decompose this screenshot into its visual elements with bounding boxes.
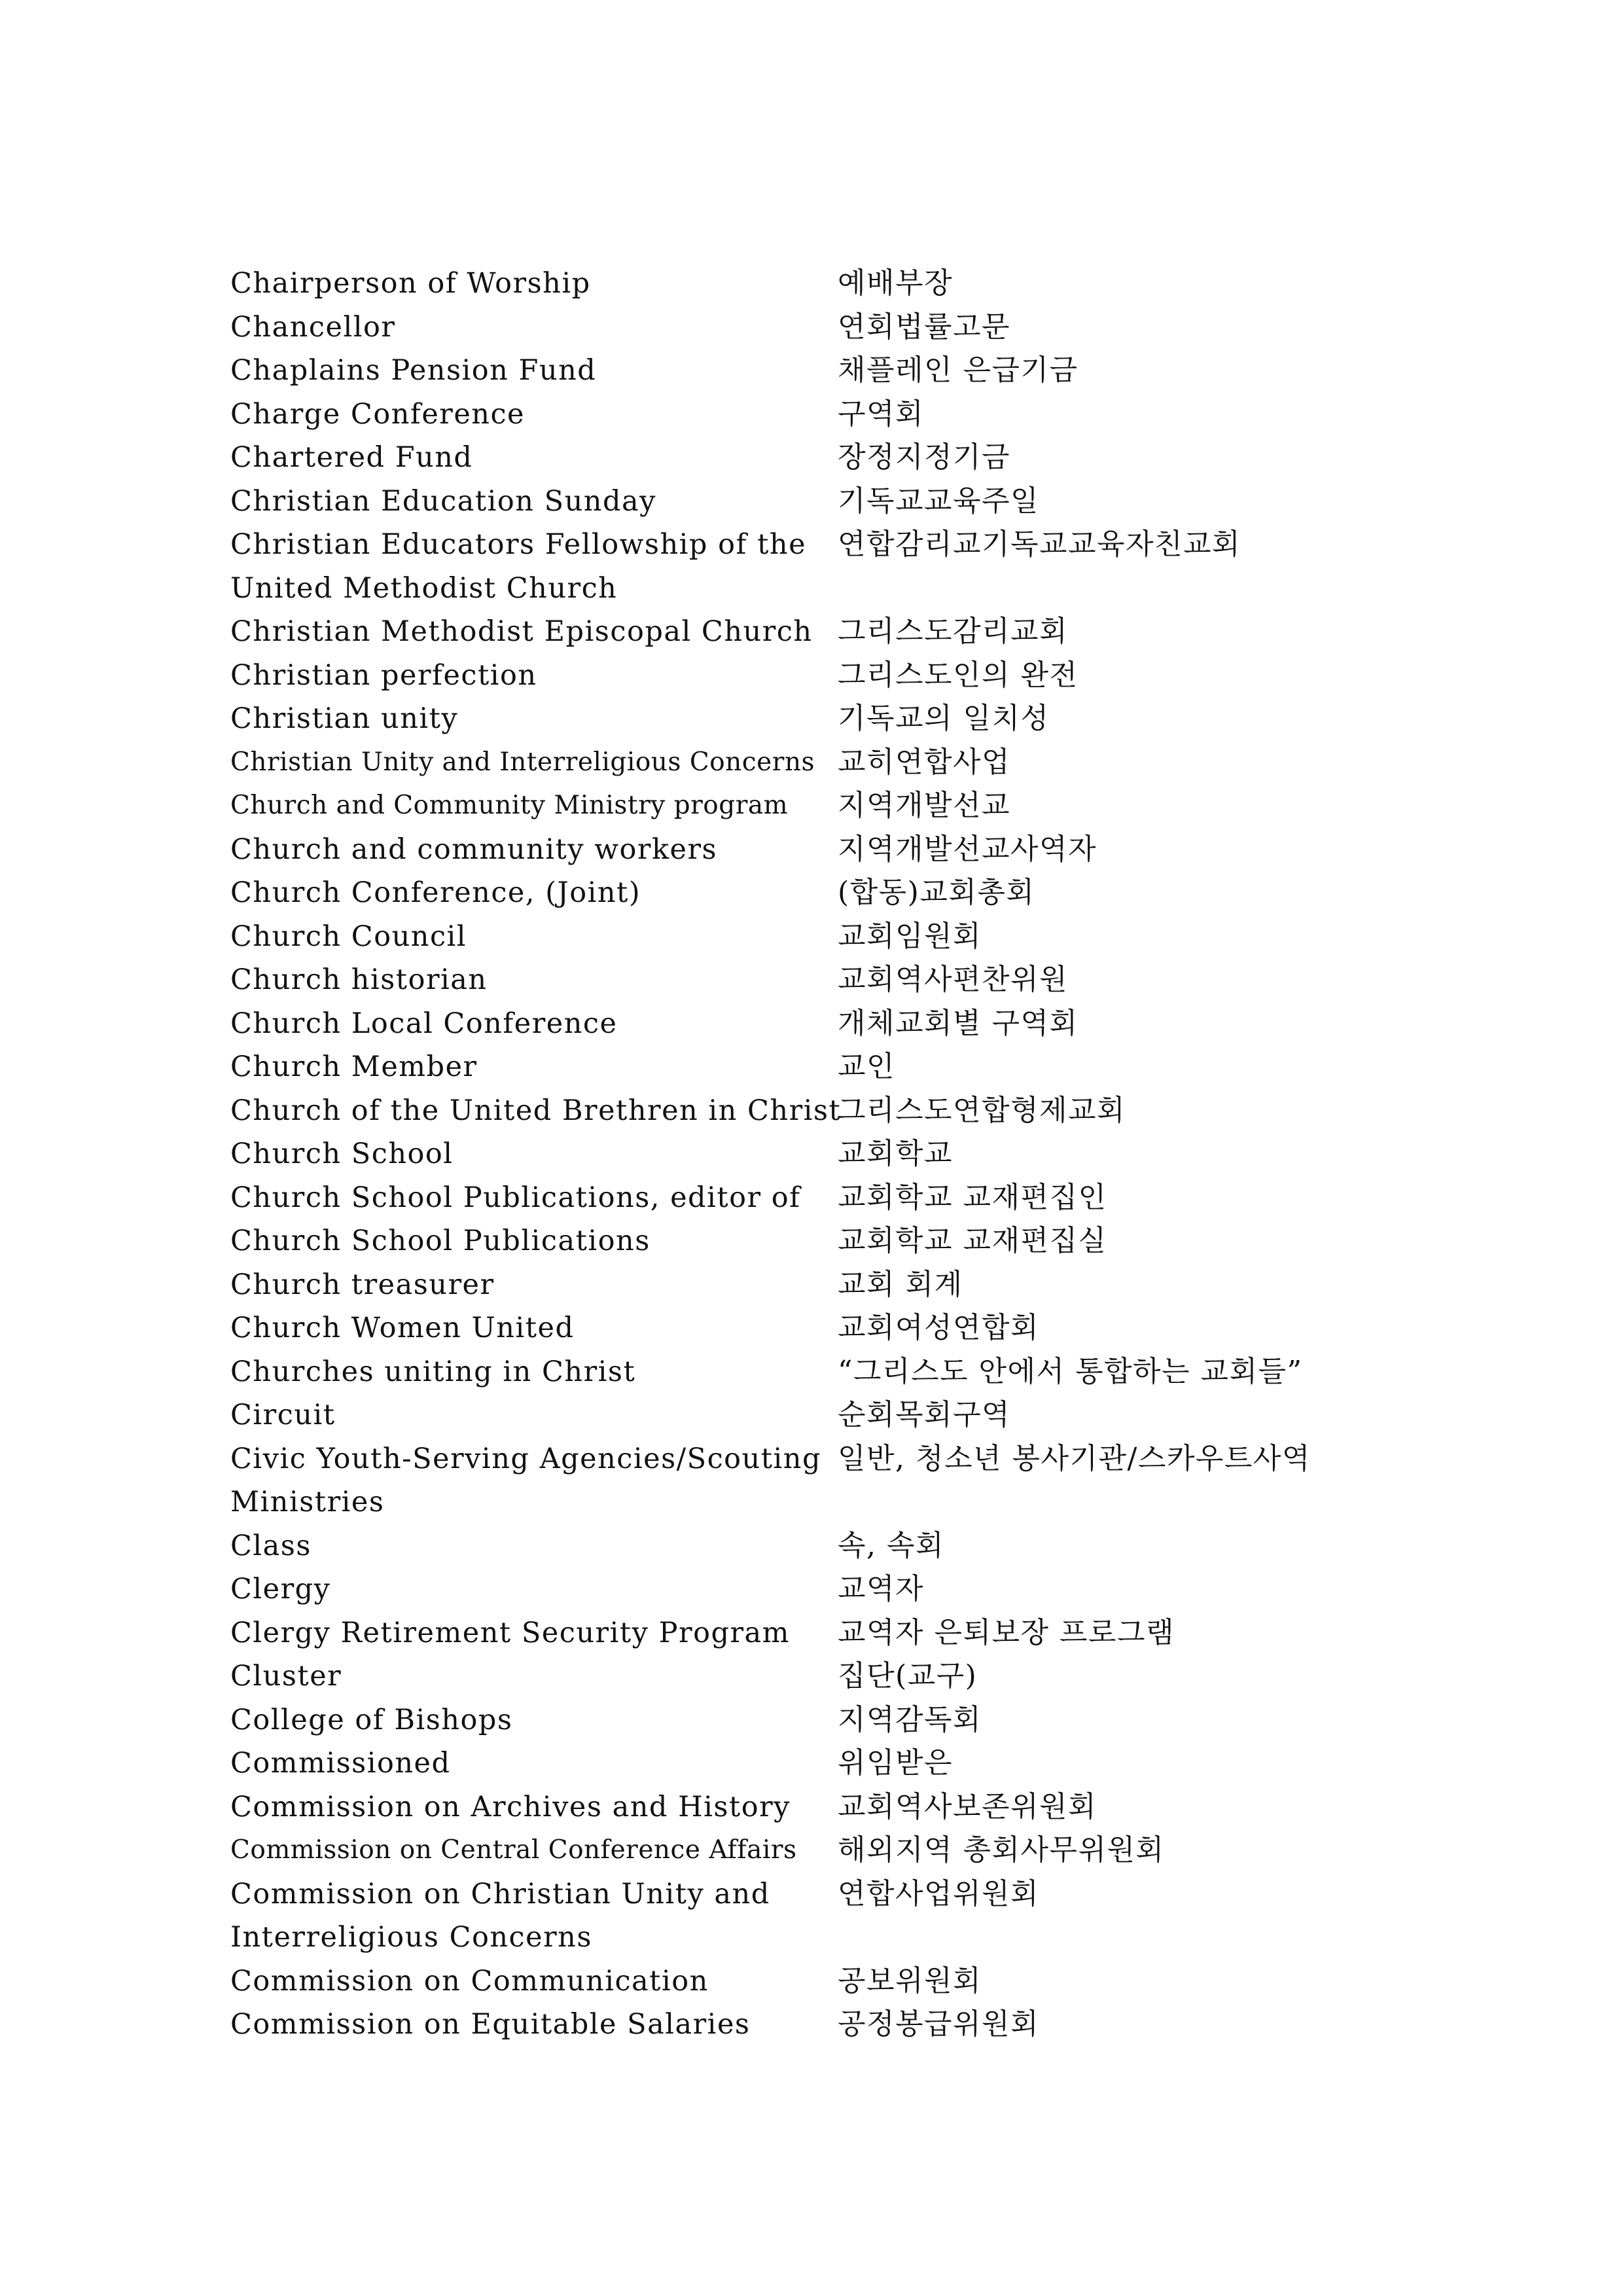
english-term: Church treasurer [230,1268,495,1301]
korean-term: 교회 회계 [838,1267,963,1301]
glossary-row [230,958,1408,1002]
korean-term: 일반, 청소년 봉사기관/스카우트사역 [838,1441,1311,1475]
korean-term: 기독교교육주일 [838,484,1040,518]
english-term: Class [230,1529,312,1562]
glossary-row [230,393,1408,437]
korean-term: (합동)교회총회 [838,876,1035,909]
glossary-row [230,1219,1408,1263]
english-term: Christian unity [230,702,459,735]
glossary-row [230,1393,1408,1437]
glossary-row [230,1655,1408,1698]
english-term: Church of the United Brethren in Christ [230,1094,842,1127]
glossary-row [230,1176,1408,1220]
english-term: Commission on Central Conference Affairs [230,1835,797,1865]
korean-term: 연합감리교기독교교육자친교회 [838,528,1241,561]
korean-term: 집단(교구) [838,1659,978,1693]
english-term: Church Council [230,920,467,953]
english-term: Church Conference, (Joint) [230,876,641,909]
glossary-row [230,915,1408,959]
korean-term: 지역감독회 [838,1702,982,1736]
english-term: Chartered Fund [230,441,473,474]
korean-term: 구역회 [838,397,925,431]
glossary-row [230,1960,1408,2003]
english-term: Church Member [230,1050,478,1083]
english-term-continuation: United Methodist Church [230,571,618,605]
korean-term: 그리스도감리교회 [838,615,1069,648]
korean-term: 공정봉급위원회 [838,2007,1040,2041]
english-term: Commission on Christian Unity and [230,1877,770,1910]
korean-term: 교인 [838,1050,896,1083]
korean-term: 교회학교 [838,1137,954,1170]
glossary-row [230,306,1408,350]
glossary-row [230,1002,1408,1046]
glossary-row [230,349,1408,393]
english-term: Commissioned [230,1747,451,1780]
english-term: Church School Publications [230,1225,651,1257]
glossary-row [230,523,1408,567]
english-term: Commission on Equitable Salaries [230,2008,751,2041]
glossary-row [230,1089,1408,1133]
english-term: Commission on Archives and History [230,1790,791,1823]
glossary-row [230,697,1408,741]
glossary-list [230,262,1408,2047]
english-term: Church School [230,1138,454,1170]
english-term: Church historian [230,963,488,996]
korean-term: 예배부장 [838,266,954,300]
korean-term: 연합사업위원회 [838,1876,1040,1910]
korean-term: 해외지역 총회사무위원회 [838,1833,1165,1867]
glossary-row [230,1524,1408,1568]
english-term: College of Bishops [230,1703,513,1736]
english-term: Church and community workers [230,833,718,866]
korean-term: 교회학교 교재편집인 [838,1180,1107,1214]
korean-term: 그리스도연합형제교회 [838,1093,1126,1127]
glossary-row [230,1350,1408,1394]
korean-term: 교회임원회 [838,919,982,953]
korean-term: 그리스도인의 완전 [838,658,1079,692]
glossary-row [230,1263,1408,1307]
english-term: Clergy [230,1573,331,1605]
glossary-row [230,1742,1408,1785]
korean-term: 기독교의 일치성 [838,702,1050,735]
glossary-row [230,784,1408,828]
english-term: Church Local Conference [230,1007,618,1040]
glossary-row [230,1045,1408,1089]
english-term-continuation: Ministries [230,1486,385,1518]
english-term: Circuit [230,1399,336,1431]
korean-term: “그리스도 안에서 통합하는 교회들” [838,1354,1303,1388]
korean-term: 교회학교 교재편집실 [838,1224,1107,1257]
english-term: Commission on Communication [230,1964,709,1998]
korean-term: 교회역사편찬위원 [838,963,1069,996]
glossary-row [230,1568,1408,1611]
english-term: Christian perfection [230,658,537,692]
glossary-row [230,828,1408,872]
korean-term: 공보위원회 [838,1964,982,1998]
korean-term: 지역개발선교사역자 [838,832,1097,866]
english-term: Chaplains Pension Fund [230,354,597,387]
korean-term: 개체교회별 구역회 [838,1006,1079,1040]
english-term: Church and Community Ministry program [230,791,789,820]
korean-term: 속, 속회 [838,1528,944,1562]
korean-term: 순회목회구역 [838,1398,1011,1431]
korean-term: 교역자 은퇴보장 프로그램 [838,1615,1175,1649]
english-term: Christian Education Sunday [230,484,656,518]
english-term: Clergy Retirement Security Program [230,1616,790,1649]
glossary-row [230,1785,1408,1829]
korean-term: 지역개발선교 [838,789,1011,822]
english-term: Church School Publications, editor of [230,1181,801,1214]
english-term: Charge Conference [230,397,525,431]
korean-term: 장정지정기금 [838,440,1011,474]
korean-term: 교역자 [838,1572,925,1605]
english-term: Chancellor [230,310,396,344]
korean-term: 교히연합사업 [838,745,1011,779]
korean-term: 위임받은 [838,1746,954,1780]
korean-term: 연회법률고문 [838,310,1011,344]
glossary-row [230,654,1408,698]
glossary-row [230,480,1408,524]
glossary-row [230,1611,1408,1655]
korean-term: 교회역사보존위원회 [838,1789,1097,1823]
glossary-row [230,1306,1408,1350]
glossary-row-continuation [230,1916,1408,1960]
glossary-row [230,1437,1408,1481]
glossary-row [230,610,1408,654]
glossary-row [230,1132,1408,1176]
english-term: Churches uniting in Christ [230,1355,636,1388]
english-term: Christian Methodist Episcopal Church [230,615,813,648]
glossary-row-continuation [230,1480,1408,1524]
glossary-row [230,262,1408,306]
glossary-row-continuation [230,567,1408,611]
korean-term: 채플레인 은급기금 [838,353,1079,387]
glossary-row [230,741,1408,785]
glossary-row [230,1873,1408,1916]
korean-term: 교회여성연합회 [838,1311,1040,1344]
english-term: Cluster [230,1660,342,1693]
glossary-row [230,871,1408,915]
english-term: Civic Youth-Serving Agencies/Scouting [230,1442,822,1475]
glossary-row [230,1829,1408,1873]
english-term: Christian Unity and Interreligious Concerns [230,747,815,777]
english-term-continuation: Interreligious Concerns [230,1921,592,1954]
glossary-row [230,2003,1408,2047]
english-term: Church Women United [230,1312,575,1344]
english-term: Chairperson of Worship [230,267,591,300]
english-term: Christian Educators Fellowship of the [230,528,807,561]
glossary-row [230,436,1408,480]
glossary-row [230,1698,1408,1742]
